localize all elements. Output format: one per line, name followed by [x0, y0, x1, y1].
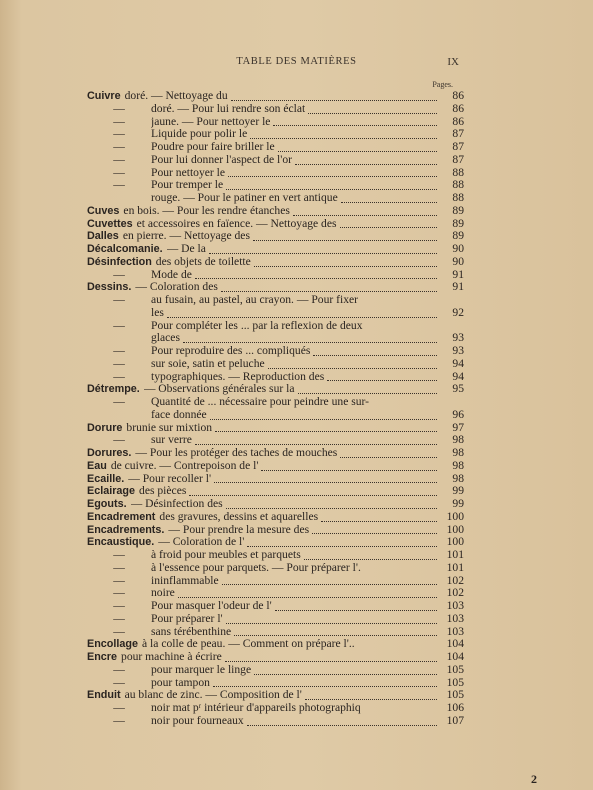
dot-leader [321, 519, 437, 522]
dot-leader [312, 531, 437, 534]
entry-text: — Pour les protéger des taches de mouches [135, 447, 338, 459]
entry-page-number: 94 [452, 356, 464, 370]
index-entry [87, 638, 464, 651]
ditto-dash: — [113, 267, 125, 281]
entry-heading: Dorures. [87, 447, 132, 459]
entry-text: — Pour recoller l' [128, 472, 212, 485]
dot-leader [209, 251, 437, 254]
dot-leader [327, 378, 437, 381]
ditto-dash: — [113, 713, 125, 727]
entry-text: sur verre [151, 434, 192, 447]
dot-leader [253, 238, 437, 241]
index-entry [87, 613, 464, 626]
entry-page-number: 97 [452, 420, 464, 434]
entry-page-number: 91 [452, 280, 464, 294]
index-entry [87, 498, 464, 511]
dot-leader [226, 621, 437, 624]
dot-leader [222, 582, 437, 585]
dot-leader [275, 608, 437, 611]
ditto-dash: — [113, 701, 125, 714]
dot-leader [340, 225, 437, 228]
header-page-number: IX [447, 56, 459, 68]
dot-leader [221, 289, 437, 292]
index-entry [87, 626, 464, 639]
dot-leader [225, 659, 437, 662]
entry-text: sans térébenthine [151, 625, 232, 638]
dot-leader [293, 213, 437, 216]
dot-leader [226, 506, 437, 509]
index-entry [87, 715, 464, 728]
dot-leader [268, 366, 437, 369]
entry-heading: Cuves [87, 204, 120, 217]
entry-text: noir mat pʳ intérieur d'appareils photographiq [151, 702, 361, 714]
index-entry [87, 358, 464, 371]
entry-page-number: 100 [446, 535, 464, 549]
ditto-dash: — [113, 152, 125, 166]
entry-heading: Encre [87, 651, 118, 663]
ditto-dash: — [113, 127, 125, 141]
entry-heading: Encadrements. [87, 523, 165, 536]
entry-page-number: 86 [452, 89, 464, 102]
entry-text: brunie sur mixtion [126, 421, 213, 434]
dot-leader [247, 544, 437, 547]
ditto-dash: — [113, 662, 125, 676]
ditto-dash: — [113, 101, 125, 115]
index-entry [87, 460, 464, 473]
index-entry [87, 179, 464, 192]
dot-leader [254, 264, 437, 267]
entry-text: — Observations générales sur la [143, 383, 295, 396]
signature-mark: 2 [531, 772, 537, 786]
dot-leader [304, 557, 437, 560]
ditto-dash: — [113, 114, 125, 128]
dot-leader [261, 468, 437, 471]
entry-text: Pour préparer l' [151, 612, 223, 625]
entry-text: et accessoires en faïence. — Nettoyage des [136, 217, 337, 230]
entry-heading: Désinfection [87, 255, 152, 268]
dot-leader [226, 187, 437, 190]
index-entry [87, 702, 464, 715]
entry-page-number: 95 [452, 382, 464, 396]
index-entry [87, 141, 464, 154]
index-entry [87, 243, 464, 256]
index-entry [87, 116, 464, 129]
entry-page-number: 104 [446, 637, 464, 651]
index-entry [87, 422, 464, 435]
ditto-dash: — [113, 318, 125, 332]
index-entry [87, 218, 464, 231]
entry-page-number: 101 [446, 560, 464, 574]
entry-text: au fusain, au pastel, au crayon. — Pour fixer [151, 294, 359, 306]
entry-page-number: 105 [446, 662, 464, 676]
entry-page-number: 107 [446, 713, 464, 727]
entry-text: des pièces [139, 485, 187, 498]
entry-text: Quantité de ... nécessaire pour peindre une sur- [151, 396, 370, 408]
entry-page-number: 98 [452, 471, 464, 485]
index-entry [87, 689, 464, 702]
entry-text: — Coloration de l' [158, 536, 245, 549]
ditto-dash: — [113, 395, 125, 408]
index-entries [87, 90, 464, 728]
entry-text: ininflammable [151, 574, 219, 587]
index-entry [87, 383, 464, 396]
entry-text: — Désinfection des [130, 498, 223, 510]
ditto-dash: — [113, 356, 125, 370]
entry-text: Liquide pour polir le [151, 128, 248, 141]
entry-page-number: 87 [452, 152, 464, 166]
entry-text: des gravures, dessins et aquarelles [159, 510, 319, 523]
index-entry [87, 90, 464, 103]
dot-leader [210, 417, 437, 420]
entry-text: les [151, 306, 164, 319]
entry-page-number: 87 [452, 140, 464, 153]
dot-leader [250, 136, 437, 139]
entry-text: de cuivre. — Contrepoison de l' [110, 459, 259, 472]
entry-page-number: 87 [452, 127, 464, 141]
dot-leader [167, 315, 437, 318]
entry-page-number: 98 [452, 433, 464, 447]
index-entry [87, 600, 464, 613]
entry-text: Pour compléter les ... par la reflexion de deux [151, 319, 363, 332]
entry-page-number: 86 [452, 114, 464, 128]
entry-page-number: 91 [452, 267, 464, 281]
entry-page-number: 106 [446, 701, 464, 714]
entry-page-number: 99 [452, 497, 464, 510]
entry-text: doré. — Pour lui rendre son éclat [151, 102, 306, 115]
dot-leader [231, 98, 437, 101]
entry-text: Pour masquer l'odeur de l' [151, 600, 272, 612]
index-entry [87, 230, 464, 243]
entry-heading: Egouts. [87, 498, 127, 510]
index-entry [87, 154, 464, 167]
index-entry [87, 409, 464, 422]
index-entry [87, 587, 464, 600]
dot-leader [178, 595, 437, 598]
ditto-dash: — [113, 344, 125, 357]
ditto-dash: — [113, 178, 125, 192]
dot-leader [305, 697, 437, 700]
dot-leader [214, 480, 437, 483]
entry-text: glaces [151, 332, 180, 345]
ditto-dash: — [113, 599, 125, 612]
entry-heading: Encaustique. [87, 536, 155, 549]
index-entry [87, 536, 464, 549]
ditto-dash: — [113, 586, 125, 600]
entry-page-number: 105 [446, 688, 464, 702]
entry-text: Pour tremper le [151, 179, 224, 192]
ditto-dash: — [113, 548, 125, 561]
entry-heading: Dalles [87, 230, 119, 243]
entry-text: — De la [166, 243, 206, 255]
dot-leader [195, 276, 437, 279]
ditto-dash: — [113, 433, 125, 447]
entry-page-number: 89 [452, 229, 464, 243]
index-entry [87, 549, 464, 562]
entry-text: en bois. — Pour les rendre étanches [123, 204, 290, 217]
ditto-dash: — [113, 293, 125, 306]
dot-leader [228, 174, 437, 177]
dot-leader [234, 633, 437, 636]
entry-page-number: 94 [452, 369, 464, 383]
entry-page-number: 103 [446, 599, 464, 612]
index-entry [87, 651, 464, 664]
entry-text: à l'essence pour parquets. — Pour préparer l'. [151, 561, 361, 574]
entry-page-number: 104 [446, 650, 464, 663]
ditto-dash: — [113, 165, 125, 179]
index-entry [87, 294, 464, 307]
entry-heading: Encadrement [87, 510, 156, 523]
entry-page-number: 90 [452, 254, 464, 268]
entry-text: — Pour prendre la mesure des [168, 523, 310, 536]
entry-text: en pierre. — Nettoyage des [122, 230, 250, 243]
entry-heading: Eclairage [87, 485, 136, 498]
entry-text: des objets de toilette [155, 255, 251, 268]
entry-page-number: 99 [452, 484, 464, 498]
index-entry [87, 332, 464, 345]
entry-text: Pour reproduire des ... compliqués [151, 345, 311, 357]
entry-text: noir pour fourneaux [151, 714, 244, 727]
entry-heading: Décalcomanie. [87, 243, 163, 255]
index-entry [87, 434, 464, 447]
index-entry [87, 485, 464, 498]
entry-text: — Coloration des [135, 281, 218, 294]
entry-text: typographiques. — Reproduction des [151, 370, 325, 383]
entry-page-number: 102 [446, 586, 464, 600]
entry-page-number: 100 [446, 522, 464, 536]
index-entry [87, 473, 464, 486]
index-entry [87, 345, 464, 358]
index-entry [87, 371, 464, 384]
index-entry [87, 664, 464, 677]
entry-page-number: 88 [452, 165, 464, 179]
index-entry [87, 511, 464, 524]
ditto-dash: — [113, 140, 125, 153]
dot-leader [215, 429, 437, 432]
ditto-dash: — [113, 611, 125, 625]
header-title: TABLE DES MATIÈRES [236, 56, 357, 67]
entry-page-number: 103 [446, 624, 464, 638]
entry-heading: Ecaille. [87, 472, 125, 485]
entry-heading: Dorure [87, 421, 123, 434]
entry-text: pour machine à écrire [121, 651, 222, 663]
dot-leader [273, 123, 437, 126]
dot-leader [298, 391, 438, 394]
dot-leader [295, 162, 437, 165]
index-entry [87, 128, 464, 141]
entry-page-number: 93 [452, 344, 464, 357]
index-entry [87, 269, 464, 282]
ditto-dash: — [113, 573, 125, 587]
entry-page-number: 103 [446, 611, 464, 625]
entry-heading: Dessins. [87, 281, 132, 294]
dot-leader [195, 442, 437, 445]
entry-text: à froid pour meubles et parquets [151, 549, 301, 561]
index-entry [87, 524, 464, 537]
entry-heading: Enduit [87, 689, 121, 702]
entry-page-number: 105 [446, 675, 464, 689]
index-entry [87, 281, 464, 294]
dot-leader [341, 200, 437, 203]
entry-page-number: 100 [446, 509, 464, 523]
entry-page-number: 92 [452, 305, 464, 319]
entry-text: rouge. — Pour le patiner en vert antique [151, 192, 338, 204]
entry-text: à la colle de peau. — Comment on prépare l'.. [142, 638, 355, 651]
entry-page-number: 93 [452, 331, 464, 345]
index-entry [87, 307, 464, 320]
entry-page-number: 102 [446, 573, 464, 587]
dot-leader [247, 723, 437, 726]
dot-leader [213, 684, 437, 687]
dot-leader [340, 455, 437, 458]
index-entry [87, 677, 464, 690]
entry-text: jaune. — Pour nettoyer le [151, 115, 271, 128]
entry-heading: Encollage [87, 638, 139, 651]
entry-text: noire [151, 587, 175, 600]
dot-leader [183, 340, 437, 343]
index-entry [87, 167, 464, 180]
dot-leader [189, 493, 437, 496]
index-entry [87, 103, 464, 116]
ditto-dash: — [113, 675, 125, 689]
ditto-dash: — [113, 369, 125, 383]
index-entry [87, 396, 464, 409]
entry-text: Poudre pour faire briller le [151, 141, 275, 153]
ditto-dash: — [113, 624, 125, 638]
entry-page-number: 88 [452, 191, 464, 204]
entry-text: au blanc de zinc. — Composition de l' [124, 689, 302, 702]
dot-leader [278, 149, 437, 152]
entry-page-number: 86 [452, 101, 464, 115]
entry-heading: Détrempe. [87, 383, 140, 396]
entry-page-number: 98 [452, 458, 464, 472]
dot-leader [308, 111, 437, 114]
index-entry [87, 320, 464, 333]
index-entry [87, 256, 464, 269]
entry-text: Mode de [151, 268, 192, 281]
entry-text: sur soie, satin et peluche [151, 357, 265, 370]
entry-text: doré. — Nettoyage du [124, 90, 228, 102]
ditto-dash: — [113, 560, 125, 574]
index-entry [87, 447, 464, 460]
dot-leader [313, 353, 437, 356]
entry-heading: Cuvettes [87, 217, 133, 230]
dot-leader [254, 672, 437, 675]
entry-page-number: 89 [452, 216, 464, 230]
entry-text: Pour nettoyer le [151, 166, 226, 179]
entry-text: Pour lui donner l'aspect de l'or [151, 153, 293, 166]
index-entry [87, 192, 464, 205]
index-entry [87, 562, 464, 575]
entry-page-number: 96 [452, 407, 464, 421]
entry-heading: Cuivre [87, 90, 121, 102]
entry-heading: Eau [87, 459, 107, 472]
running-header [0, 56, 593, 70]
entry-page-number: 88 [452, 178, 464, 192]
entry-text: pour tampon [151, 676, 210, 689]
entry-text: face donnée [151, 408, 207, 421]
entry-text: pour marquer le linge [151, 663, 252, 676]
pages-column-label: Pages. [432, 80, 453, 89]
entry-page-number: 90 [452, 242, 464, 255]
entry-page-number: 89 [452, 203, 464, 217]
index-entry [87, 575, 464, 588]
index-entry [87, 205, 464, 218]
entry-page-number: 101 [446, 548, 464, 561]
entry-page-number: 98 [452, 446, 464, 459]
